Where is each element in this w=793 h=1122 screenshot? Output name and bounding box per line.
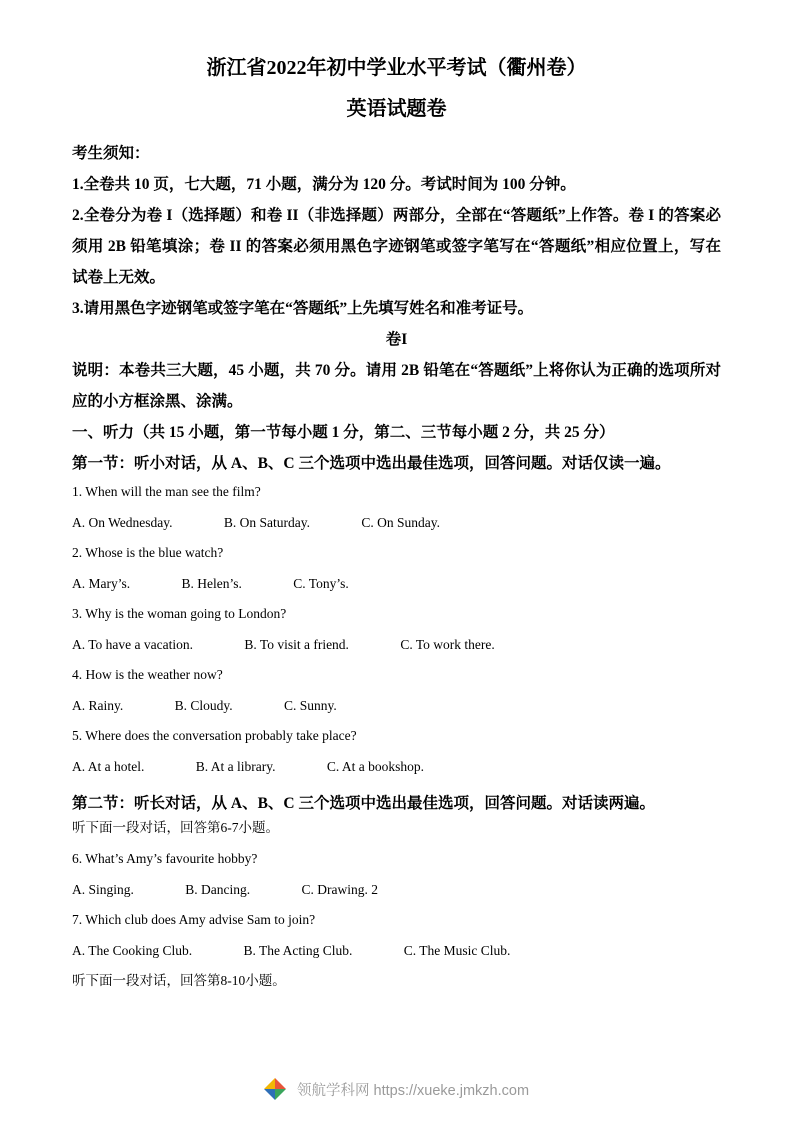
option-c: C. At a bookshop. <box>326 758 424 774</box>
option-c: C. Tony’s. <box>293 575 349 591</box>
notice-item-1: 1.全卷共 10 页，七大题，71 小题，满分为 120 分。考试时间为 100 分钟。 <box>72 176 576 193</box>
option-b: B. To visit a friend. <box>244 636 349 652</box>
footer-site-name: 领航学科网 <box>296 1083 370 1099</box>
exam-subtitle: 英语试题卷 <box>346 98 447 120</box>
option-b: B. Cloudy. <box>174 697 233 713</box>
option-c: C. Drawing. 2 <box>301 881 379 897</box>
dialog-note-6-7: 听下面一段对话，回答第6-7小题。 <box>72 820 279 836</box>
part1-title: 卷I <box>385 331 408 348</box>
option-a: A. Mary’s. <box>72 575 131 591</box>
question-options <box>72 575 721 593</box>
question-5 <box>72 727 721 775</box>
question-options <box>72 881 721 899</box>
logo-shape <box>275 1089 286 1100</box>
question-options <box>72 758 721 776</box>
logo-shape <box>264 1078 275 1089</box>
question-options <box>72 514 721 532</box>
option-c: C. On Sunday. <box>361 514 441 530</box>
question-text: 1. When will the man see the film? <box>72 484 261 499</box>
option-b: B. Dancing. <box>185 881 251 897</box>
option-a: A. To have a vacation. <box>72 636 194 652</box>
question-1 <box>72 483 721 531</box>
question-4 <box>72 666 721 714</box>
option-a: A. Singing. <box>72 881 134 897</box>
option-c: C. To work there. <box>400 636 495 652</box>
option-b: B. Helen’s. <box>181 575 242 591</box>
question-text: 4. How is the weather now? <box>72 667 223 683</box>
part1-instruction: 说明：本卷共三大题，45 小题，共 70 分。请用 2B 铅笔在“答题纸”上将你认为正确的选项所对应的小方框涂黑、涂满。 <box>72 362 721 410</box>
option-c: C. Sunny. <box>284 697 337 713</box>
question-options <box>72 697 721 715</box>
option-a: A. On Wednesday. <box>72 514 173 530</box>
exam-title: 浙江省2022年初中学业水平考试（衢州卷） <box>206 57 587 79</box>
question-3 <box>72 605 721 653</box>
dialog-note-8-10: 听下面一段对话，回答第8-10小题。 <box>72 973 286 989</box>
question-options <box>72 636 721 654</box>
option-b: B. On Saturday. <box>223 514 311 530</box>
option-a: A. At a hotel. <box>72 758 145 774</box>
question-text: 7. Which club does Amy advise Sam to join? <box>72 912 316 928</box>
option-b: B. The Acting Club. <box>243 942 353 958</box>
listening-part-a-title: 第一节：听小对话，从 A、B、C 三个选项中选出最佳选项，回答问题。对话仅读一遍。 <box>72 455 671 472</box>
question-2 <box>72 544 721 592</box>
question-7 <box>72 911 721 959</box>
footer-site-url[interactable]: https://xueke.jmkzh.com <box>373 1083 530 1099</box>
question-text: 5. Where does the conversation probably take place? <box>72 728 357 744</box>
notice-item-2: 2.全卷分为卷 I（选择题）和卷 II（非选择题）两部分，全部在“答题纸”上作答。卷 I 的答案必须用 2B 铅笔填涂；卷 II 的答案必须用黑色字迹钢笔或签字笔写在“答题纸”相应位置上，写在试卷上无效。 <box>72 207 721 286</box>
notice-header: 考生须知： <box>72 145 150 162</box>
notice-item-3: 3.请用黑色字迹钢笔或签字笔在“答题纸”上先填写姓名和准考证号。 <box>72 300 534 317</box>
question-text: 3. Why is the woman going to London? <box>72 606 287 622</box>
listening-part-b-title: 第二节：听长对话，从 A、B、C 三个选项中选出最佳选项，回答问题。对话读两遍。 <box>72 795 655 813</box>
question-options <box>72 942 721 960</box>
page-footer <box>0 1078 793 1104</box>
question-text: 2. Whose is the blue watch? <box>72 545 224 561</box>
logo-shape <box>264 1089 275 1100</box>
question-6 <box>72 850 721 898</box>
option-a: A. The Cooking Club. <box>72 942 193 958</box>
question-text: 6. What’s Amy’s favourite hobby? <box>72 851 258 867</box>
logo-shape <box>275 1078 286 1089</box>
listening-section-title: 一、听力（共 15 小题，第一节每小题 1 分，第二、三节每小题 2 分，共 25 分） <box>72 424 615 441</box>
option-c: C. The Music Club. <box>403 942 511 958</box>
option-a: A. Rainy. <box>72 697 124 713</box>
option-b: B. At a library. <box>195 758 276 774</box>
site-logo-icon <box>264 1078 286 1104</box>
